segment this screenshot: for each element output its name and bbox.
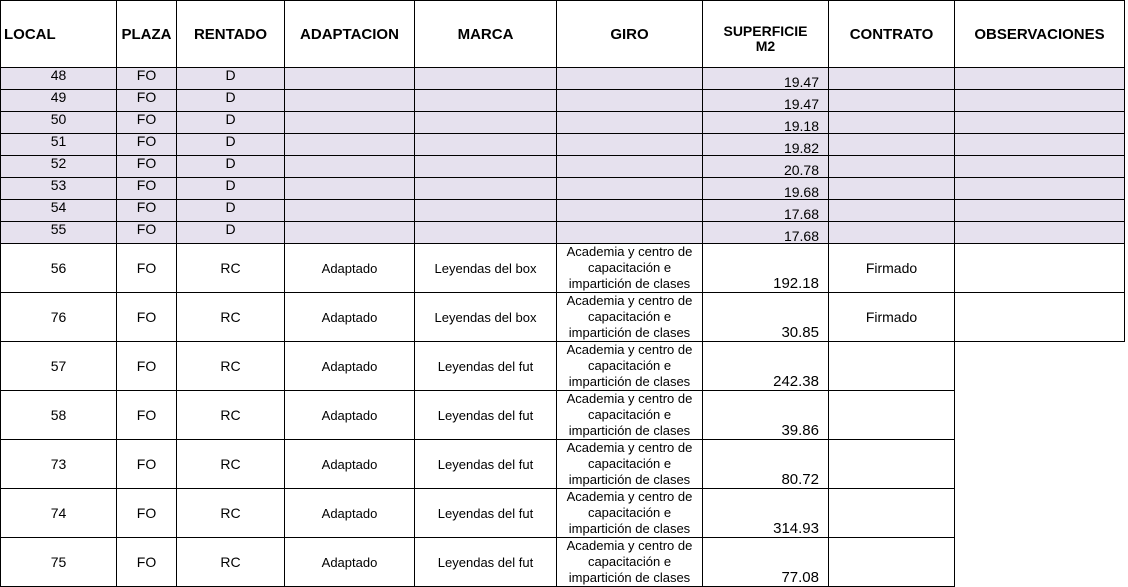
cell-rentado: D bbox=[177, 156, 285, 178]
cell-contrato bbox=[829, 90, 955, 112]
cell-marca: Leyendas del fut bbox=[415, 440, 557, 489]
cell-plaza: FO bbox=[117, 391, 177, 440]
cell-rentado: RC bbox=[177, 489, 285, 538]
cell-rentado: RC bbox=[177, 244, 285, 293]
cell-observaciones bbox=[955, 391, 1125, 440]
header-plaza: PLAZA bbox=[117, 1, 177, 68]
cell-rentado: RC bbox=[177, 342, 285, 391]
cell-rentado: D bbox=[177, 178, 285, 200]
cell-giro bbox=[557, 489, 703, 538]
cell-rentado: RC bbox=[177, 391, 285, 440]
cell-adaptacion: Adaptado bbox=[285, 391, 415, 440]
cell-observaciones bbox=[955, 293, 1125, 342]
cell-observaciones bbox=[955, 134, 1125, 156]
cell-plaza: FO bbox=[117, 178, 177, 200]
cell-contrato bbox=[829, 178, 955, 200]
cell-local: 48 bbox=[1, 68, 117, 90]
cell-contrato bbox=[829, 440, 955, 489]
cell-observaciones bbox=[955, 222, 1125, 244]
cell-giro bbox=[557, 222, 703, 244]
header-local: LOCAL bbox=[1, 1, 117, 68]
cell-plaza: FO bbox=[117, 222, 177, 244]
cell-marca: Leyendas del fut bbox=[415, 538, 557, 587]
cell-plaza: FO bbox=[117, 489, 177, 538]
cell-marca: Leyendas del box bbox=[415, 293, 557, 342]
header-observaciones: OBSERVACIONES bbox=[955, 1, 1125, 68]
cell-rentado: D bbox=[177, 222, 285, 244]
giro-text: Academia y centro de capacitación e impartición de clases bbox=[566, 244, 693, 291]
cell-superficie: 242.38 bbox=[703, 342, 829, 391]
cell-local: 58 bbox=[1, 391, 117, 440]
cell-contrato bbox=[829, 134, 955, 156]
cell-plaza: FO bbox=[117, 68, 177, 90]
header-row bbox=[1, 1, 1125, 68]
cell-giro bbox=[557, 293, 703, 342]
cell-superficie: 17.68 bbox=[703, 222, 829, 244]
table-row bbox=[1, 134, 1125, 156]
table-row bbox=[1, 156, 1125, 178]
cell-plaza: FO bbox=[117, 538, 177, 587]
cell-marca: Leyendas del fut bbox=[415, 342, 557, 391]
giro-text: Academia y centro de capacitación e impartición de clases bbox=[566, 489, 693, 536]
table-row bbox=[1, 391, 1125, 440]
cell-plaza: FO bbox=[117, 134, 177, 156]
cell-superficie: 20.78 bbox=[703, 156, 829, 178]
cell-superficie: 17.68 bbox=[703, 200, 829, 222]
header-giro: GIRO bbox=[557, 1, 703, 68]
cell-superficie: 30.85 bbox=[703, 293, 829, 342]
cell-superficie: 19.47 bbox=[703, 68, 829, 90]
cell-giro bbox=[557, 440, 703, 489]
cell-giro bbox=[557, 391, 703, 440]
cell-rentado: RC bbox=[177, 538, 285, 587]
table-row bbox=[1, 342, 1125, 391]
cell-marca bbox=[415, 200, 557, 222]
cell-local: 76 bbox=[1, 293, 117, 342]
cell-marca: Leyendas del fut bbox=[415, 391, 557, 440]
cell-plaza: FO bbox=[117, 200, 177, 222]
cell-local: 55 bbox=[1, 222, 117, 244]
cell-rentado: RC bbox=[177, 293, 285, 342]
cell-adaptacion bbox=[285, 200, 415, 222]
giro-text: Academia y centro de capacitación e impartición de clases bbox=[566, 538, 693, 585]
cell-superficie: 19.68 bbox=[703, 178, 829, 200]
cell-contrato: Firmado bbox=[829, 244, 955, 293]
table-row bbox=[1, 200, 1125, 222]
cell-local: 54 bbox=[1, 200, 117, 222]
cell-adaptacion bbox=[285, 112, 415, 134]
cell-observaciones bbox=[955, 489, 1125, 538]
cell-marca: Leyendas del fut bbox=[415, 489, 557, 538]
cell-contrato bbox=[829, 200, 955, 222]
giro-text: Academia y centro de capacitación e impartición de clases bbox=[566, 342, 693, 389]
cell-superficie: 80.72 bbox=[703, 440, 829, 489]
cell-marca: Leyendas del box bbox=[415, 244, 557, 293]
cell-observaciones bbox=[955, 244, 1125, 293]
cell-superficie: 19.18 bbox=[703, 112, 829, 134]
cell-plaza: FO bbox=[117, 440, 177, 489]
table-row bbox=[1, 244, 1125, 293]
table-row bbox=[1, 538, 1125, 587]
giro-text: Academia y centro de capacitación e impartición de clases bbox=[566, 293, 693, 340]
cell-giro bbox=[557, 178, 703, 200]
cell-superficie: 19.47 bbox=[703, 90, 829, 112]
cell-rentado: D bbox=[177, 112, 285, 134]
header-superficie-line2: M2 bbox=[755, 38, 776, 54]
cell-contrato bbox=[829, 342, 955, 391]
cell-giro bbox=[557, 200, 703, 222]
cell-adaptacion bbox=[285, 156, 415, 178]
cell-observaciones bbox=[955, 178, 1125, 200]
cell-local: 53 bbox=[1, 178, 117, 200]
cell-plaza: FO bbox=[117, 112, 177, 134]
cell-local: 56 bbox=[1, 244, 117, 293]
cell-adaptacion bbox=[285, 178, 415, 200]
cell-marca bbox=[415, 112, 557, 134]
cell-contrato bbox=[829, 222, 955, 244]
cell-marca bbox=[415, 90, 557, 112]
cell-plaza: FO bbox=[117, 244, 177, 293]
cell-giro bbox=[557, 342, 703, 391]
table-row bbox=[1, 489, 1125, 538]
table-row bbox=[1, 68, 1125, 90]
cell-giro bbox=[557, 134, 703, 156]
table-row bbox=[1, 222, 1125, 244]
cell-adaptacion: Adaptado bbox=[285, 244, 415, 293]
cell-adaptacion bbox=[285, 222, 415, 244]
cell-adaptacion bbox=[285, 68, 415, 90]
cell-observaciones bbox=[955, 112, 1125, 134]
cell-giro bbox=[557, 68, 703, 90]
cell-adaptacion bbox=[285, 134, 415, 156]
cell-plaza: FO bbox=[117, 293, 177, 342]
cell-superficie: 19.82 bbox=[703, 134, 829, 156]
cell-contrato bbox=[829, 489, 955, 538]
cell-contrato bbox=[829, 391, 955, 440]
table-row bbox=[1, 90, 1125, 112]
cell-rentado: RC bbox=[177, 440, 285, 489]
cell-local: 74 bbox=[1, 489, 117, 538]
table-row bbox=[1, 440, 1125, 489]
cell-giro bbox=[557, 156, 703, 178]
cell-local: 50 bbox=[1, 112, 117, 134]
cell-local: 75 bbox=[1, 538, 117, 587]
cell-rentado: D bbox=[177, 90, 285, 112]
cell-local: 51 bbox=[1, 134, 117, 156]
cell-marca bbox=[415, 178, 557, 200]
table-row bbox=[1, 112, 1125, 134]
cell-observaciones bbox=[955, 440, 1125, 489]
giro-text: Academia y centro de capacitación e impartición de clases bbox=[566, 391, 693, 438]
table-row bbox=[1, 178, 1125, 200]
header-adaptacion: ADAPTACION bbox=[285, 1, 415, 68]
cell-superficie: 77.08 bbox=[703, 538, 829, 587]
cell-adaptacion: Adaptado bbox=[285, 489, 415, 538]
cell-contrato bbox=[829, 112, 955, 134]
cell-superficie: 192.18 bbox=[703, 244, 829, 293]
cell-rentado: D bbox=[177, 134, 285, 156]
cell-plaza: FO bbox=[117, 156, 177, 178]
cell-giro bbox=[557, 244, 703, 293]
cell-marca bbox=[415, 68, 557, 90]
cell-adaptacion bbox=[285, 90, 415, 112]
cell-contrato bbox=[829, 538, 955, 587]
cell-contrato: Firmado bbox=[829, 293, 955, 342]
header-marca: MARCA bbox=[415, 1, 557, 68]
cell-observaciones bbox=[955, 200, 1125, 222]
cell-observaciones bbox=[955, 90, 1125, 112]
cell-observaciones bbox=[955, 156, 1125, 178]
cell-adaptacion: Adaptado bbox=[285, 538, 415, 587]
cell-rentado: D bbox=[177, 68, 285, 90]
table-row bbox=[1, 293, 1125, 342]
cell-giro bbox=[557, 538, 703, 587]
cell-marca bbox=[415, 156, 557, 178]
cell-observaciones bbox=[955, 538, 1125, 587]
header-superficie-line1: SUPERFICIE bbox=[723, 23, 808, 39]
cell-contrato bbox=[829, 68, 955, 90]
cell-adaptacion: Adaptado bbox=[285, 293, 415, 342]
header-contrato: CONTRATO bbox=[829, 1, 955, 68]
cell-plaza: FO bbox=[117, 90, 177, 112]
cell-plaza: FO bbox=[117, 342, 177, 391]
cell-local: 57 bbox=[1, 342, 117, 391]
cell-rentado: D bbox=[177, 200, 285, 222]
cell-local: 49 bbox=[1, 90, 117, 112]
cell-adaptacion: Adaptado bbox=[285, 440, 415, 489]
cell-local: 52 bbox=[1, 156, 117, 178]
cell-marca bbox=[415, 134, 557, 156]
cell-marca bbox=[415, 222, 557, 244]
cell-local: 73 bbox=[1, 440, 117, 489]
giro-text: Academia y centro de capacitación e impartición de clases bbox=[566, 440, 693, 487]
header-superficie bbox=[703, 1, 829, 68]
cell-observaciones bbox=[955, 68, 1125, 90]
cell-superficie: 39.86 bbox=[703, 391, 829, 440]
cell-giro bbox=[557, 112, 703, 134]
cell-adaptacion: Adaptado bbox=[285, 342, 415, 391]
cell-giro bbox=[557, 90, 703, 112]
header-rentado: RENTADO bbox=[177, 1, 285, 68]
cell-superficie: 314.93 bbox=[703, 489, 829, 538]
cell-observaciones bbox=[955, 342, 1125, 391]
cell-contrato bbox=[829, 156, 955, 178]
